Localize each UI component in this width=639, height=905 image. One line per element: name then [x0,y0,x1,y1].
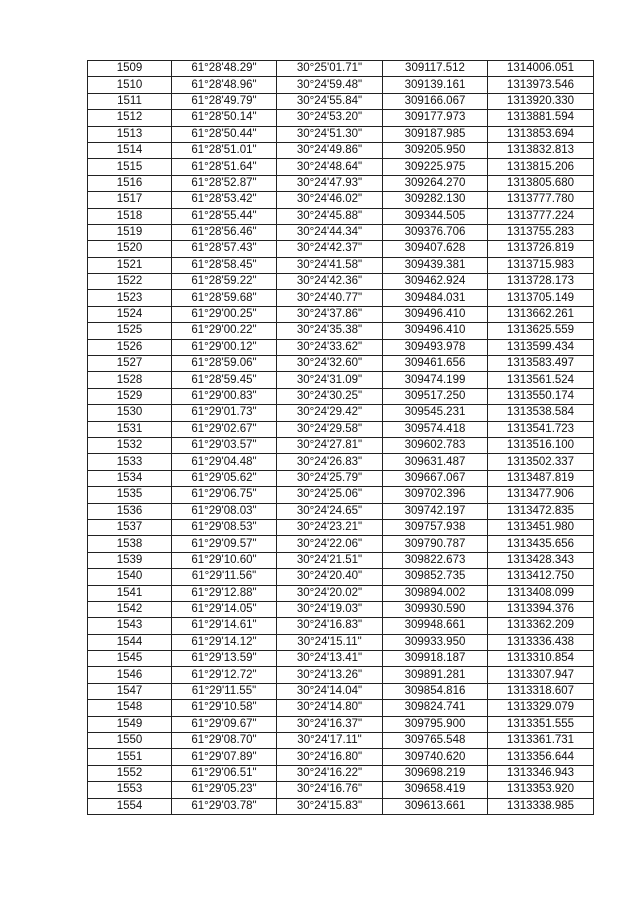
point-number-cell: 1542 [88,601,172,617]
latitude-cell: 61°28'57.43" [172,241,277,257]
y-coordinate-cell: 1313329.079 [488,700,594,716]
x-coordinate-cell: 309658.419 [383,782,488,798]
table-row [88,372,594,388]
table-row [88,274,594,290]
y-coordinate-cell: 1313336.438 [488,634,594,650]
x-coordinate-cell: 309117.512 [383,61,488,77]
table-row [88,700,594,716]
point-number-cell: 1532 [88,437,172,453]
y-coordinate-cell: 1313920.330 [488,93,594,109]
x-coordinate-cell: 309852.735 [383,569,488,585]
y-coordinate-cell: 1313318.607 [488,683,594,699]
y-coordinate-cell: 1313451.980 [488,519,594,535]
point-number-cell: 1535 [88,487,172,503]
table-row [88,470,594,486]
y-coordinate-cell: 1313599.434 [488,339,594,355]
table-row [88,552,594,568]
table-row [88,634,594,650]
x-coordinate-cell: 309496.410 [383,306,488,322]
table-row [88,585,594,601]
longitude-cell: 30°24'17.11" [277,733,383,749]
point-number-cell: 1537 [88,519,172,535]
table-row [88,667,594,683]
x-coordinate-cell: 309376.706 [383,224,488,240]
latitude-cell: 61°29'09.57" [172,536,277,552]
y-coordinate-cell: 1313435.656 [488,536,594,552]
table-row [88,224,594,240]
x-coordinate-cell: 309474.199 [383,372,488,388]
x-coordinate-cell: 309631.487 [383,454,488,470]
point-number-cell: 1547 [88,683,172,699]
table-row [88,110,594,126]
latitude-cell: 61°29'03.57" [172,437,277,453]
y-coordinate-cell: 1313307.947 [488,667,594,683]
point-number-cell: 1534 [88,470,172,486]
latitude-cell: 61°28'59.45" [172,372,277,388]
x-coordinate-cell: 309765.548 [383,733,488,749]
latitude-cell: 61°29'08.53" [172,519,277,535]
x-coordinate-cell: 309225.975 [383,159,488,175]
latitude-cell: 61°28'49.79" [172,93,277,109]
point-number-cell: 1536 [88,503,172,519]
table-row [88,388,594,404]
point-number-cell: 1530 [88,405,172,421]
y-coordinate-cell: 1313472.835 [488,503,594,519]
longitude-cell: 30°24'22.06" [277,536,383,552]
x-coordinate-cell: 309205.950 [383,142,488,158]
point-number-cell: 1511 [88,93,172,109]
x-coordinate-cell: 309484.031 [383,290,488,306]
longitude-cell: 30°24'47.93" [277,175,383,191]
longitude-cell: 30°24'20.02" [277,585,383,601]
latitude-cell: 61°28'51.64" [172,159,277,175]
point-number-cell: 1515 [88,159,172,175]
longitude-cell: 30°24'44.34" [277,224,383,240]
longitude-cell: 30°24'15.83" [277,798,383,814]
point-number-cell: 1553 [88,782,172,798]
longitude-cell: 30°24'35.38" [277,323,383,339]
latitude-cell: 61°29'00.83" [172,388,277,404]
x-coordinate-cell: 309517.250 [383,388,488,404]
latitude-cell: 61°28'51.01" [172,142,277,158]
table-row [88,356,594,372]
y-coordinate-cell: 1313561.524 [488,372,594,388]
table-row [88,421,594,437]
point-number-cell: 1540 [88,569,172,585]
longitude-cell: 30°24'23.21" [277,519,383,535]
point-number-cell: 1548 [88,700,172,716]
longitude-cell: 30°24'29.42" [277,405,383,421]
x-coordinate-cell: 309493.978 [383,339,488,355]
latitude-cell: 61°28'48.29" [172,61,277,77]
table-row [88,733,594,749]
point-number-cell: 1528 [88,372,172,388]
table-row [88,454,594,470]
longitude-cell: 30°24'33.62" [277,339,383,355]
x-coordinate-cell: 309667.067 [383,470,488,486]
x-coordinate-cell: 309344.505 [383,208,488,224]
latitude-cell: 61°29'11.56" [172,569,277,585]
table-row [88,77,594,93]
longitude-cell: 30°24'19.03" [277,601,383,617]
y-coordinate-cell: 1313726.819 [488,241,594,257]
longitude-cell: 30°24'16.76" [277,782,383,798]
point-number-cell: 1545 [88,651,172,667]
y-coordinate-cell: 1313362.209 [488,618,594,634]
x-coordinate-cell: 309933.950 [383,634,488,650]
y-coordinate-cell: 1313662.261 [488,306,594,322]
point-number-cell: 1518 [88,208,172,224]
table-row [88,569,594,585]
latitude-cell: 61°29'13.59" [172,651,277,667]
latitude-cell: 61°29'02.67" [172,421,277,437]
x-coordinate-cell: 309822.673 [383,552,488,568]
table-row [88,142,594,158]
y-coordinate-cell: 1313832.813 [488,142,594,158]
longitude-cell: 30°24'29.58" [277,421,383,437]
point-number-cell: 1524 [88,306,172,322]
y-coordinate-cell: 1313502.337 [488,454,594,470]
table-row [88,306,594,322]
longitude-cell: 30°24'14.04" [277,683,383,699]
point-number-cell: 1509 [88,61,172,77]
longitude-cell: 30°24'46.02" [277,192,383,208]
y-coordinate-cell: 1313728.173 [488,274,594,290]
x-coordinate-cell: 309854.816 [383,683,488,699]
y-coordinate-cell: 1313353.920 [488,782,594,798]
table-row [88,503,594,519]
longitude-cell: 30°24'25.79" [277,470,383,486]
longitude-cell: 30°24'27.81" [277,437,383,453]
y-coordinate-cell: 1313477.906 [488,487,594,503]
latitude-cell: 61°29'05.23" [172,782,277,798]
longitude-cell: 30°24'20.40" [277,569,383,585]
x-coordinate-cell: 309574.418 [383,421,488,437]
latitude-cell: 61°28'53.42" [172,192,277,208]
point-number-cell: 1527 [88,356,172,372]
point-number-cell: 1525 [88,323,172,339]
longitude-cell: 30°24'30.25" [277,388,383,404]
latitude-cell: 61°28'50.44" [172,126,277,142]
x-coordinate-cell: 309282.130 [383,192,488,208]
latitude-cell: 61°29'10.60" [172,552,277,568]
x-coordinate-cell: 309139.161 [383,77,488,93]
table-row [88,651,594,667]
y-coordinate-cell: 1313541.723 [488,421,594,437]
y-coordinate-cell: 1313777.224 [488,208,594,224]
latitude-cell: 61°29'00.12" [172,339,277,355]
x-coordinate-cell: 309948.661 [383,618,488,634]
latitude-cell: 61°29'12.72" [172,667,277,683]
point-number-cell: 1551 [88,749,172,765]
y-coordinate-cell: 1313881.594 [488,110,594,126]
latitude-cell: 61°28'56.46" [172,224,277,240]
point-number-cell: 1520 [88,241,172,257]
x-coordinate-cell: 309177.973 [383,110,488,126]
table-row [88,339,594,355]
y-coordinate-cell: 1313777.780 [488,192,594,208]
table-row [88,618,594,634]
point-number-cell: 1552 [88,765,172,781]
latitude-cell: 61°28'50.14" [172,110,277,126]
table-row [88,536,594,552]
table-row [88,683,594,699]
latitude-cell: 61°28'59.68" [172,290,277,306]
table-row [88,192,594,208]
table-row [88,241,594,257]
table-row [88,782,594,798]
x-coordinate-cell: 309757.938 [383,519,488,535]
latitude-cell: 61°29'14.12" [172,634,277,650]
longitude-cell: 30°24'48.64" [277,159,383,175]
latitude-cell: 61°29'00.25" [172,306,277,322]
longitude-cell: 30°24'42.36" [277,274,383,290]
latitude-cell: 61°29'14.61" [172,618,277,634]
longitude-cell: 30°24'14.80" [277,700,383,716]
point-number-cell: 1514 [88,142,172,158]
y-coordinate-cell: 1313538.584 [488,405,594,421]
x-coordinate-cell: 309187.985 [383,126,488,142]
point-number-cell: 1517 [88,192,172,208]
longitude-cell: 30°24'25.06" [277,487,383,503]
longitude-cell: 30°24'49.86" [277,142,383,158]
y-coordinate-cell: 1313487.819 [488,470,594,486]
longitude-cell: 30°24'41.58" [277,257,383,273]
y-coordinate-cell: 1313408.099 [488,585,594,601]
x-coordinate-cell: 309496.410 [383,323,488,339]
y-coordinate-cell: 1313351.555 [488,716,594,732]
longitude-cell: 30°24'24.65" [277,503,383,519]
point-number-cell: 1529 [88,388,172,404]
y-coordinate-cell: 1313755.283 [488,224,594,240]
longitude-cell: 30°24'16.80" [277,749,383,765]
point-number-cell: 1543 [88,618,172,634]
y-coordinate-cell: 1313625.559 [488,323,594,339]
table-row [88,257,594,273]
x-coordinate-cell: 309462.924 [383,274,488,290]
latitude-cell: 61°28'48.96" [172,77,277,93]
longitude-cell: 30°24'31.09" [277,372,383,388]
longitude-cell: 30°25'01.71" [277,61,383,77]
table-row [88,487,594,503]
latitude-cell: 61°29'06.75" [172,487,277,503]
longitude-cell: 30°24'16.37" [277,716,383,732]
point-number-cell: 1516 [88,175,172,191]
point-number-cell: 1550 [88,733,172,749]
latitude-cell: 61°29'11.55" [172,683,277,699]
latitude-cell: 61°29'03.78" [172,798,277,814]
latitude-cell: 61°29'07.89" [172,749,277,765]
longitude-cell: 30°24'55.84" [277,93,383,109]
y-coordinate-cell: 1313973.546 [488,77,594,93]
longitude-cell: 30°24'26.83" [277,454,383,470]
x-coordinate-cell: 309918.187 [383,651,488,667]
latitude-cell: 61°28'52.87" [172,175,277,191]
latitude-cell: 61°29'00.22" [172,323,277,339]
x-coordinate-cell: 309439.381 [383,257,488,273]
longitude-cell: 30°24'16.22" [277,765,383,781]
latitude-cell: 61°28'55.44" [172,208,277,224]
y-coordinate-cell: 1313346.943 [488,765,594,781]
point-number-cell: 1539 [88,552,172,568]
point-number-cell: 1546 [88,667,172,683]
table-row [88,798,594,814]
latitude-cell: 61°29'10.58" [172,700,277,716]
point-number-cell: 1519 [88,224,172,240]
point-number-cell: 1522 [88,274,172,290]
longitude-cell: 30°24'32.60" [277,356,383,372]
x-coordinate-cell: 309698.219 [383,765,488,781]
longitude-cell: 30°24'40.77" [277,290,383,306]
x-coordinate-cell: 309702.396 [383,487,488,503]
latitude-cell: 61°28'59.06" [172,356,277,372]
latitude-cell: 61°29'14.05" [172,601,277,617]
latitude-cell: 61°28'59.22" [172,274,277,290]
point-number-cell: 1512 [88,110,172,126]
table-row [88,716,594,732]
point-number-cell: 1554 [88,798,172,814]
table-row [88,93,594,109]
point-number-cell: 1531 [88,421,172,437]
table-row [88,323,594,339]
coordinates-table [87,60,594,815]
point-number-cell: 1549 [88,716,172,732]
x-coordinate-cell: 309742.197 [383,503,488,519]
y-coordinate-cell: 1313428.343 [488,552,594,568]
latitude-cell: 61°29'06.51" [172,765,277,781]
x-coordinate-cell: 309166.067 [383,93,488,109]
point-number-cell: 1526 [88,339,172,355]
point-number-cell: 1513 [88,126,172,142]
x-coordinate-cell: 309824.741 [383,700,488,716]
y-coordinate-cell: 1313412.750 [488,569,594,585]
latitude-cell: 61°29'08.03" [172,503,277,519]
longitude-cell: 30°24'42.37" [277,241,383,257]
point-number-cell: 1533 [88,454,172,470]
y-coordinate-cell: 1313583.497 [488,356,594,372]
longitude-cell: 30°24'21.51" [277,552,383,568]
x-coordinate-cell: 309613.661 [383,798,488,814]
x-coordinate-cell: 309795.900 [383,716,488,732]
table-row [88,290,594,306]
x-coordinate-cell: 309740.620 [383,749,488,765]
point-number-cell: 1521 [88,257,172,273]
table-row [88,126,594,142]
longitude-cell: 30°24'37.86" [277,306,383,322]
y-coordinate-cell: 1314006.051 [488,61,594,77]
x-coordinate-cell: 309891.281 [383,667,488,683]
x-coordinate-cell: 309790.787 [383,536,488,552]
y-coordinate-cell: 1313853.694 [488,126,594,142]
table-row [88,519,594,535]
x-coordinate-cell: 309545.231 [383,405,488,421]
x-coordinate-cell: 309461.656 [383,356,488,372]
table-row [88,765,594,781]
y-coordinate-cell: 1313394.376 [488,601,594,617]
y-coordinate-cell: 1313705.149 [488,290,594,306]
y-coordinate-cell: 1313516.100 [488,437,594,453]
y-coordinate-cell: 1313338.985 [488,798,594,814]
table-row [88,405,594,421]
table-row [88,208,594,224]
longitude-cell: 30°24'13.41" [277,651,383,667]
latitude-cell: 61°29'05.62" [172,470,277,486]
x-coordinate-cell: 309930.590 [383,601,488,617]
point-number-cell: 1538 [88,536,172,552]
coordinates-table-body [88,61,594,815]
y-coordinate-cell: 1313550.174 [488,388,594,404]
point-number-cell: 1541 [88,585,172,601]
longitude-cell: 30°24'13.26" [277,667,383,683]
x-coordinate-cell: 309602.783 [383,437,488,453]
longitude-cell: 30°24'51.30" [277,126,383,142]
point-number-cell: 1544 [88,634,172,650]
latitude-cell: 61°28'58.45" [172,257,277,273]
point-number-cell: 1510 [88,77,172,93]
latitude-cell: 61°29'08.70" [172,733,277,749]
x-coordinate-cell: 309407.628 [383,241,488,257]
y-coordinate-cell: 1313356.644 [488,749,594,765]
y-coordinate-cell: 1313310.854 [488,651,594,667]
longitude-cell: 30°24'53.20" [277,110,383,126]
longitude-cell: 30°24'45.88" [277,208,383,224]
y-coordinate-cell: 1313361.731 [488,733,594,749]
y-coordinate-cell: 1313815.206 [488,159,594,175]
table-row [88,749,594,765]
table-row [88,601,594,617]
y-coordinate-cell: 1313715.983 [488,257,594,273]
latitude-cell: 61°29'01.73" [172,405,277,421]
x-coordinate-cell: 309264.270 [383,175,488,191]
table-row [88,159,594,175]
point-number-cell: 1523 [88,290,172,306]
longitude-cell: 30°24'15.11" [277,634,383,650]
latitude-cell: 61°29'04.48" [172,454,277,470]
y-coordinate-cell: 1313805.680 [488,175,594,191]
latitude-cell: 61°29'12.88" [172,585,277,601]
longitude-cell: 30°24'16.83" [277,618,383,634]
table-row [88,437,594,453]
table-row [88,61,594,77]
table-row [88,175,594,191]
longitude-cell: 30°24'59.48" [277,77,383,93]
x-coordinate-cell: 309894.002 [383,585,488,601]
latitude-cell: 61°29'09.67" [172,716,277,732]
